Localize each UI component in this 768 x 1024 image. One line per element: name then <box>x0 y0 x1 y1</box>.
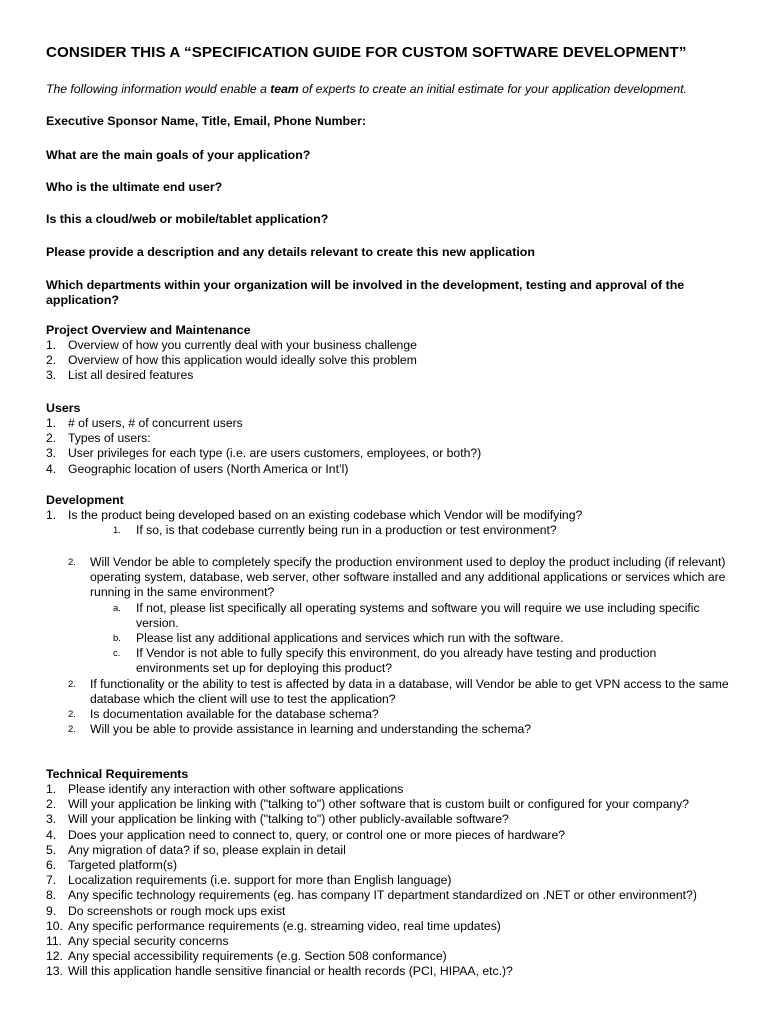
list-item <box>0 523 768 538</box>
list-item <box>0 446 768 461</box>
list-text: If Vendor is not able to fully specify this environment, do you already have testing and production environments set up for deploying this product? <box>136 646 657 676</box>
list-item <box>0 707 768 722</box>
list-text: Will you be able to provide assistance in learning and understanding the schema? <box>90 722 532 737</box>
list-item <box>0 555 768 601</box>
list-item <box>0 431 768 446</box>
list-number: 6. <box>46 858 57 873</box>
question-end-user: Who is the ultimate end user? <box>46 180 223 194</box>
list-text: Will your application be linking with ("talking to") other publicly-available software? <box>68 812 509 827</box>
question-platform: Is this a cloud/web or mobile/tablet application? <box>46 212 329 226</box>
section-heading-technical: Technical Requirements <box>46 767 189 781</box>
list-item <box>0 368 768 383</box>
list-text: Any special security concerns <box>68 934 229 949</box>
list-text: Will Vendor be able to completely specify the production environment used to deploy the product including (if relevant) operating system, database, web server, other software installed and any additional applications or services which are running in the same environment? <box>90 555 726 600</box>
list-number: 5. <box>46 842 57 857</box>
list-number: b. <box>113 633 121 645</box>
list-item <box>0 601 768 631</box>
question-sponsor: Executive Sponsor Name, Title, Email, Phone Number: <box>46 114 366 128</box>
section-heading-overview: Project Overview and Maintenance <box>46 323 251 337</box>
list-item <box>0 722 768 737</box>
list-text: Do screenshots or rough mock ups exist <box>68 903 286 918</box>
list-number: 2. <box>68 709 76 721</box>
list-item <box>0 964 768 979</box>
question-goals: What are the main goals of your application? <box>46 148 311 162</box>
list-text: Will your application be linking with ("talking to") other software that is custom built or configured for your company? <box>68 797 690 812</box>
list-text: List all desired features <box>68 368 194 383</box>
list-number: 1. <box>46 508 57 522</box>
list-item <box>0 858 768 873</box>
intro-emphasis: team <box>270 82 299 96</box>
section-heading-users: Users <box>46 401 81 415</box>
list-item <box>0 631 768 646</box>
list-text: If functionality or the ability to test is affected by data in a database, will Vendor be able to get VPN access to the same database which the client will use to test the application? <box>90 676 729 706</box>
intro-text <box>46 82 687 96</box>
list-number: 1. <box>46 782 57 796</box>
list-item <box>0 782 768 797</box>
list-item <box>0 338 768 353</box>
list-item <box>0 677 768 707</box>
list-number: 2. <box>68 678 76 690</box>
list-item <box>0 828 768 843</box>
list-item <box>0 812 768 827</box>
list-text: Does your application need to connect to, query, or control one or more pieces of hardware? <box>68 827 566 842</box>
list-text: Is documentation available for the database schema? <box>90 707 379 722</box>
list-text: Geographic location of users (North America or Int’l) <box>68 461 349 476</box>
list-text: Any specific technology requirements (eg. has company IT department standardized on .NET or other environment?) <box>68 888 697 903</box>
list-item <box>0 843 768 858</box>
question-departments: Which departments within your organization will be involved in the development, testing and approval of the application? <box>46 278 685 307</box>
list-number: 1. <box>46 338 57 352</box>
list-number: 9. <box>46 903 57 918</box>
list-item <box>0 904 768 919</box>
question-description: Please provide a description and any details relevant to create this new application <box>46 245 535 259</box>
list-text: Is the product being developed based on an existing codebase which Vendor will be modifying? <box>68 508 583 522</box>
list-item <box>0 797 768 812</box>
list-number: a. <box>113 602 121 614</box>
list-item <box>0 873 768 888</box>
list-number: 3. <box>46 812 57 827</box>
list-text: Overview of how you currently deal with your business challenge <box>68 338 417 352</box>
list-number: 2. <box>46 797 57 812</box>
list-text: Any special accessibility requirements (e.g. Section 508 conformance) <box>68 949 447 964</box>
list-number: 11. <box>46 934 63 949</box>
list-text: If not, please list specifically all operating systems and software you will require we use including specific version. <box>136 600 700 630</box>
list-text: Targeted platform(s) <box>68 858 178 873</box>
users-list <box>0 416 768 477</box>
list-text: Any specific performance requirements (e.g. streaming video, real time updates) <box>68 918 501 933</box>
list-item <box>0 888 768 903</box>
list-number: 1. <box>113 525 121 537</box>
list-text: If so, is that codebase currently being run in a production or test environment? <box>136 523 557 538</box>
list-number: 3. <box>46 368 57 383</box>
list-number: 12. <box>46 949 63 964</box>
list-number: 2. <box>46 353 57 368</box>
list-text: # of users, # of concurrent users <box>68 416 243 430</box>
list-item <box>0 949 768 964</box>
list-number: 2. <box>68 724 76 736</box>
list-item <box>0 416 768 431</box>
list-text: Please identify any interaction with other software applications <box>68 782 404 796</box>
list-text: Will this application handle sensitive financial or health records (PCI, HIPAA, etc.)? <box>68 964 513 979</box>
list-number: 2. <box>46 431 57 446</box>
list-item <box>0 646 768 676</box>
technical-list <box>0 782 768 980</box>
list-number: 3. <box>46 446 57 461</box>
list-item <box>0 508 768 523</box>
list-number: 13. <box>46 964 63 979</box>
list-item <box>0 934 768 949</box>
list-text: User privileges for each type (i.e. are users customers, employees, or both?) <box>68 446 482 461</box>
list-number: 4. <box>46 827 57 842</box>
overview-list <box>0 338 768 384</box>
list-text: Localization requirements (i.e. support for more than English language) <box>68 873 452 888</box>
list-number: 7. <box>46 873 57 888</box>
list-text: Types of users: <box>68 431 151 446</box>
section-heading-development: Development <box>46 493 124 507</box>
list-item <box>0 919 768 934</box>
list-number: 10. <box>46 918 63 933</box>
list-text: Any migration of data? if so, please explain in detail <box>68 842 346 857</box>
list-item <box>0 353 768 368</box>
list-text: Overview of how this application would ideally solve this problem <box>68 353 417 368</box>
list-number: 4. <box>46 461 57 476</box>
intro-after: of experts to create an initial estimate for your application development. <box>298 82 687 96</box>
list-item <box>0 462 768 477</box>
list-number: c. <box>113 648 121 660</box>
development-list-2 <box>0 555 768 737</box>
list-number: 2. <box>68 557 76 568</box>
document-title: CONSIDER THIS A “SPECIFICATION GUIDE FOR CUSTOM SOFTWARE DEVELOPMENT” <box>46 44 687 61</box>
list-number: 8. <box>46 888 57 903</box>
list-text: Please list any additional applications and services which run with the software. <box>136 631 564 646</box>
list-number: 1. <box>46 416 57 430</box>
development-list-1 <box>0 508 768 538</box>
intro-before: The following information would enable a <box>46 82 271 96</box>
